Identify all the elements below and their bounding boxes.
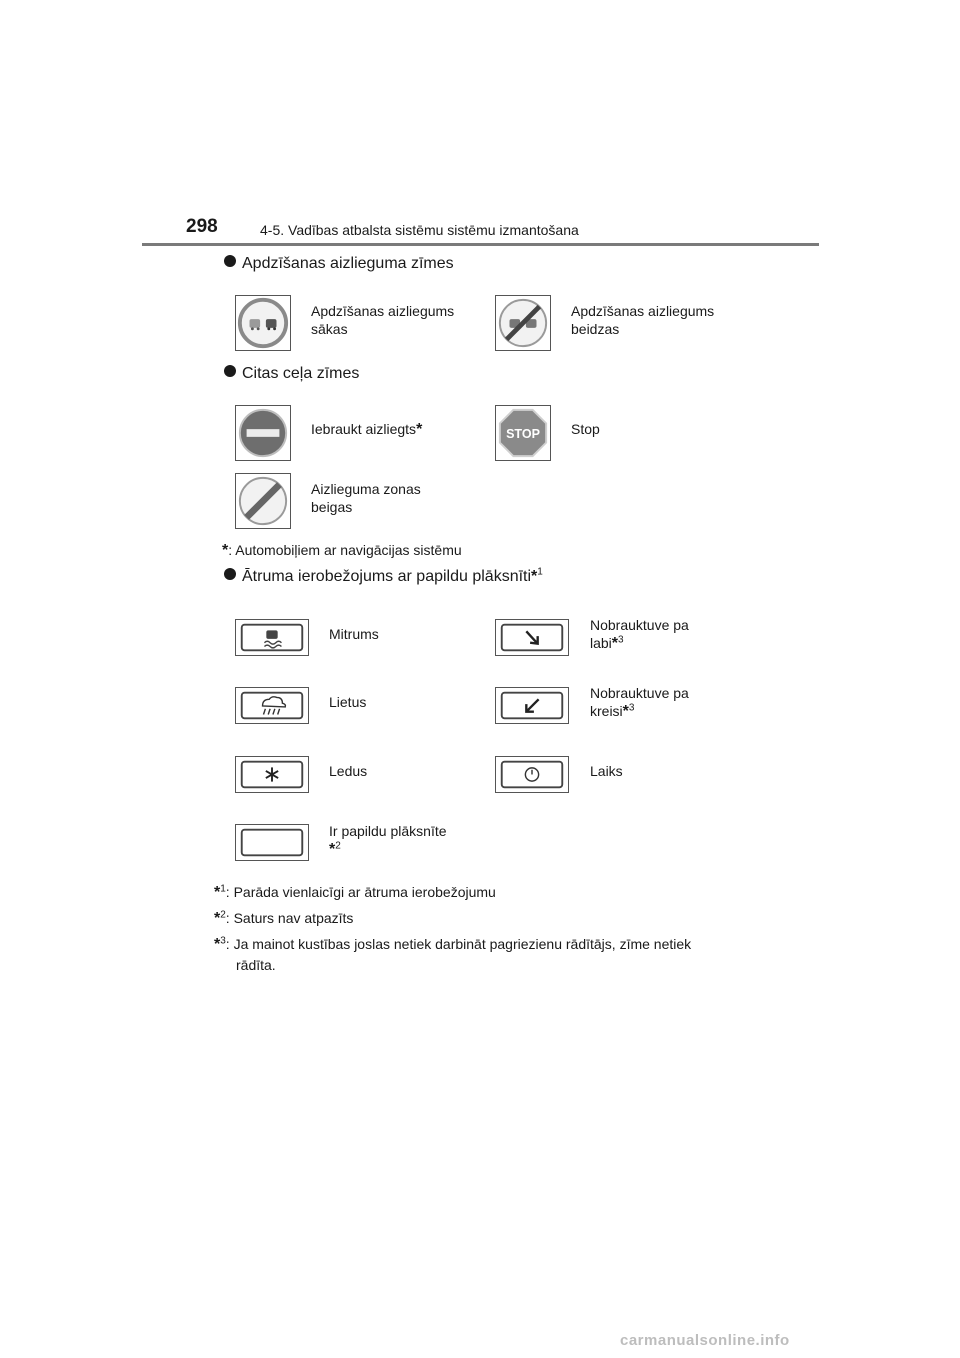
rain-cloud-icon — [235, 687, 309, 724]
page-number: 298 — [186, 216, 218, 237]
footnote-3: *$^3$: Ja mainot kustības joslas netiek darbināt pagriezienu rādītājs, zīme netiek rādīta. — [214, 935, 692, 973]
exit-right-label: Nobrauktuve pa labi*$^3$ — [590, 617, 689, 652]
wet-road-icon — [235, 619, 309, 656]
overtaking-start-label: Apdzīšanas aizliegums sākas — [311, 303, 455, 337]
watermark: carmanualsonline.info — [620, 1332, 790, 1349]
wet-label: Mitrums — [329, 626, 379, 642]
clock-icon — [495, 756, 569, 793]
exit-left-label: Nobrauktuve pa kreisi*$^3$ — [590, 685, 689, 720]
other-signs-heading: Citas ceļa zīmes — [224, 365, 359, 383]
ice-label: Ledus — [329, 763, 368, 779]
exit-left-arrow-icon — [495, 687, 569, 724]
bullet-icon — [224, 365, 236, 377]
navigation-footnote: *: Automobiļiem ar navigācijas sistēmu — [222, 542, 462, 559]
snowflake-icon — [235, 756, 309, 793]
footnote-2: *$^2$: Saturs nav atpazīts — [214, 909, 354, 927]
no-entry-label: Iebraukt aizliegts* — [311, 421, 423, 438]
bullet-icon — [224, 568, 236, 580]
stop-label: Stop — [571, 421, 600, 437]
footnote-1: *$^1$: Parāda vienlaicīgi ar ātruma ierobežojumu — [214, 883, 496, 901]
no-overtaking-end-icon — [495, 295, 551, 351]
speed-limit-heading: Ātruma ierobežojums ar papildu plāksnīti*$^1$ — [224, 568, 543, 586]
no-entry-icon — [235, 405, 291, 461]
overtaking-heading: Apdzīšanas aizlieguma zīmes — [224, 255, 454, 273]
end-of-restriction-label: Aizlieguma zonas beigas — [311, 481, 421, 515]
stop-sign-icon — [495, 405, 551, 461]
section-title: 4-5. Vadības atbalsta sistēmu sistēmu izmantošana — [260, 222, 579, 238]
exit-right-arrow-icon — [495, 619, 569, 656]
blank-plate-icon — [235, 824, 309, 861]
no-overtaking-start-icon — [235, 295, 291, 351]
header-rule — [142, 243, 819, 246]
time-label: Laiks — [590, 763, 623, 779]
rain-label: Lietus — [329, 694, 367, 710]
additional-plate-label: Ir papildu plāksnīte *$^2$ — [329, 823, 447, 858]
end-of-restriction-icon — [235, 473, 291, 529]
overtaking-end-label: Apdzīšanas aizliegums beidzas — [571, 303, 715, 337]
stop-sign-text: STOP — [506, 426, 540, 441]
bullet-icon — [224, 255, 236, 267]
